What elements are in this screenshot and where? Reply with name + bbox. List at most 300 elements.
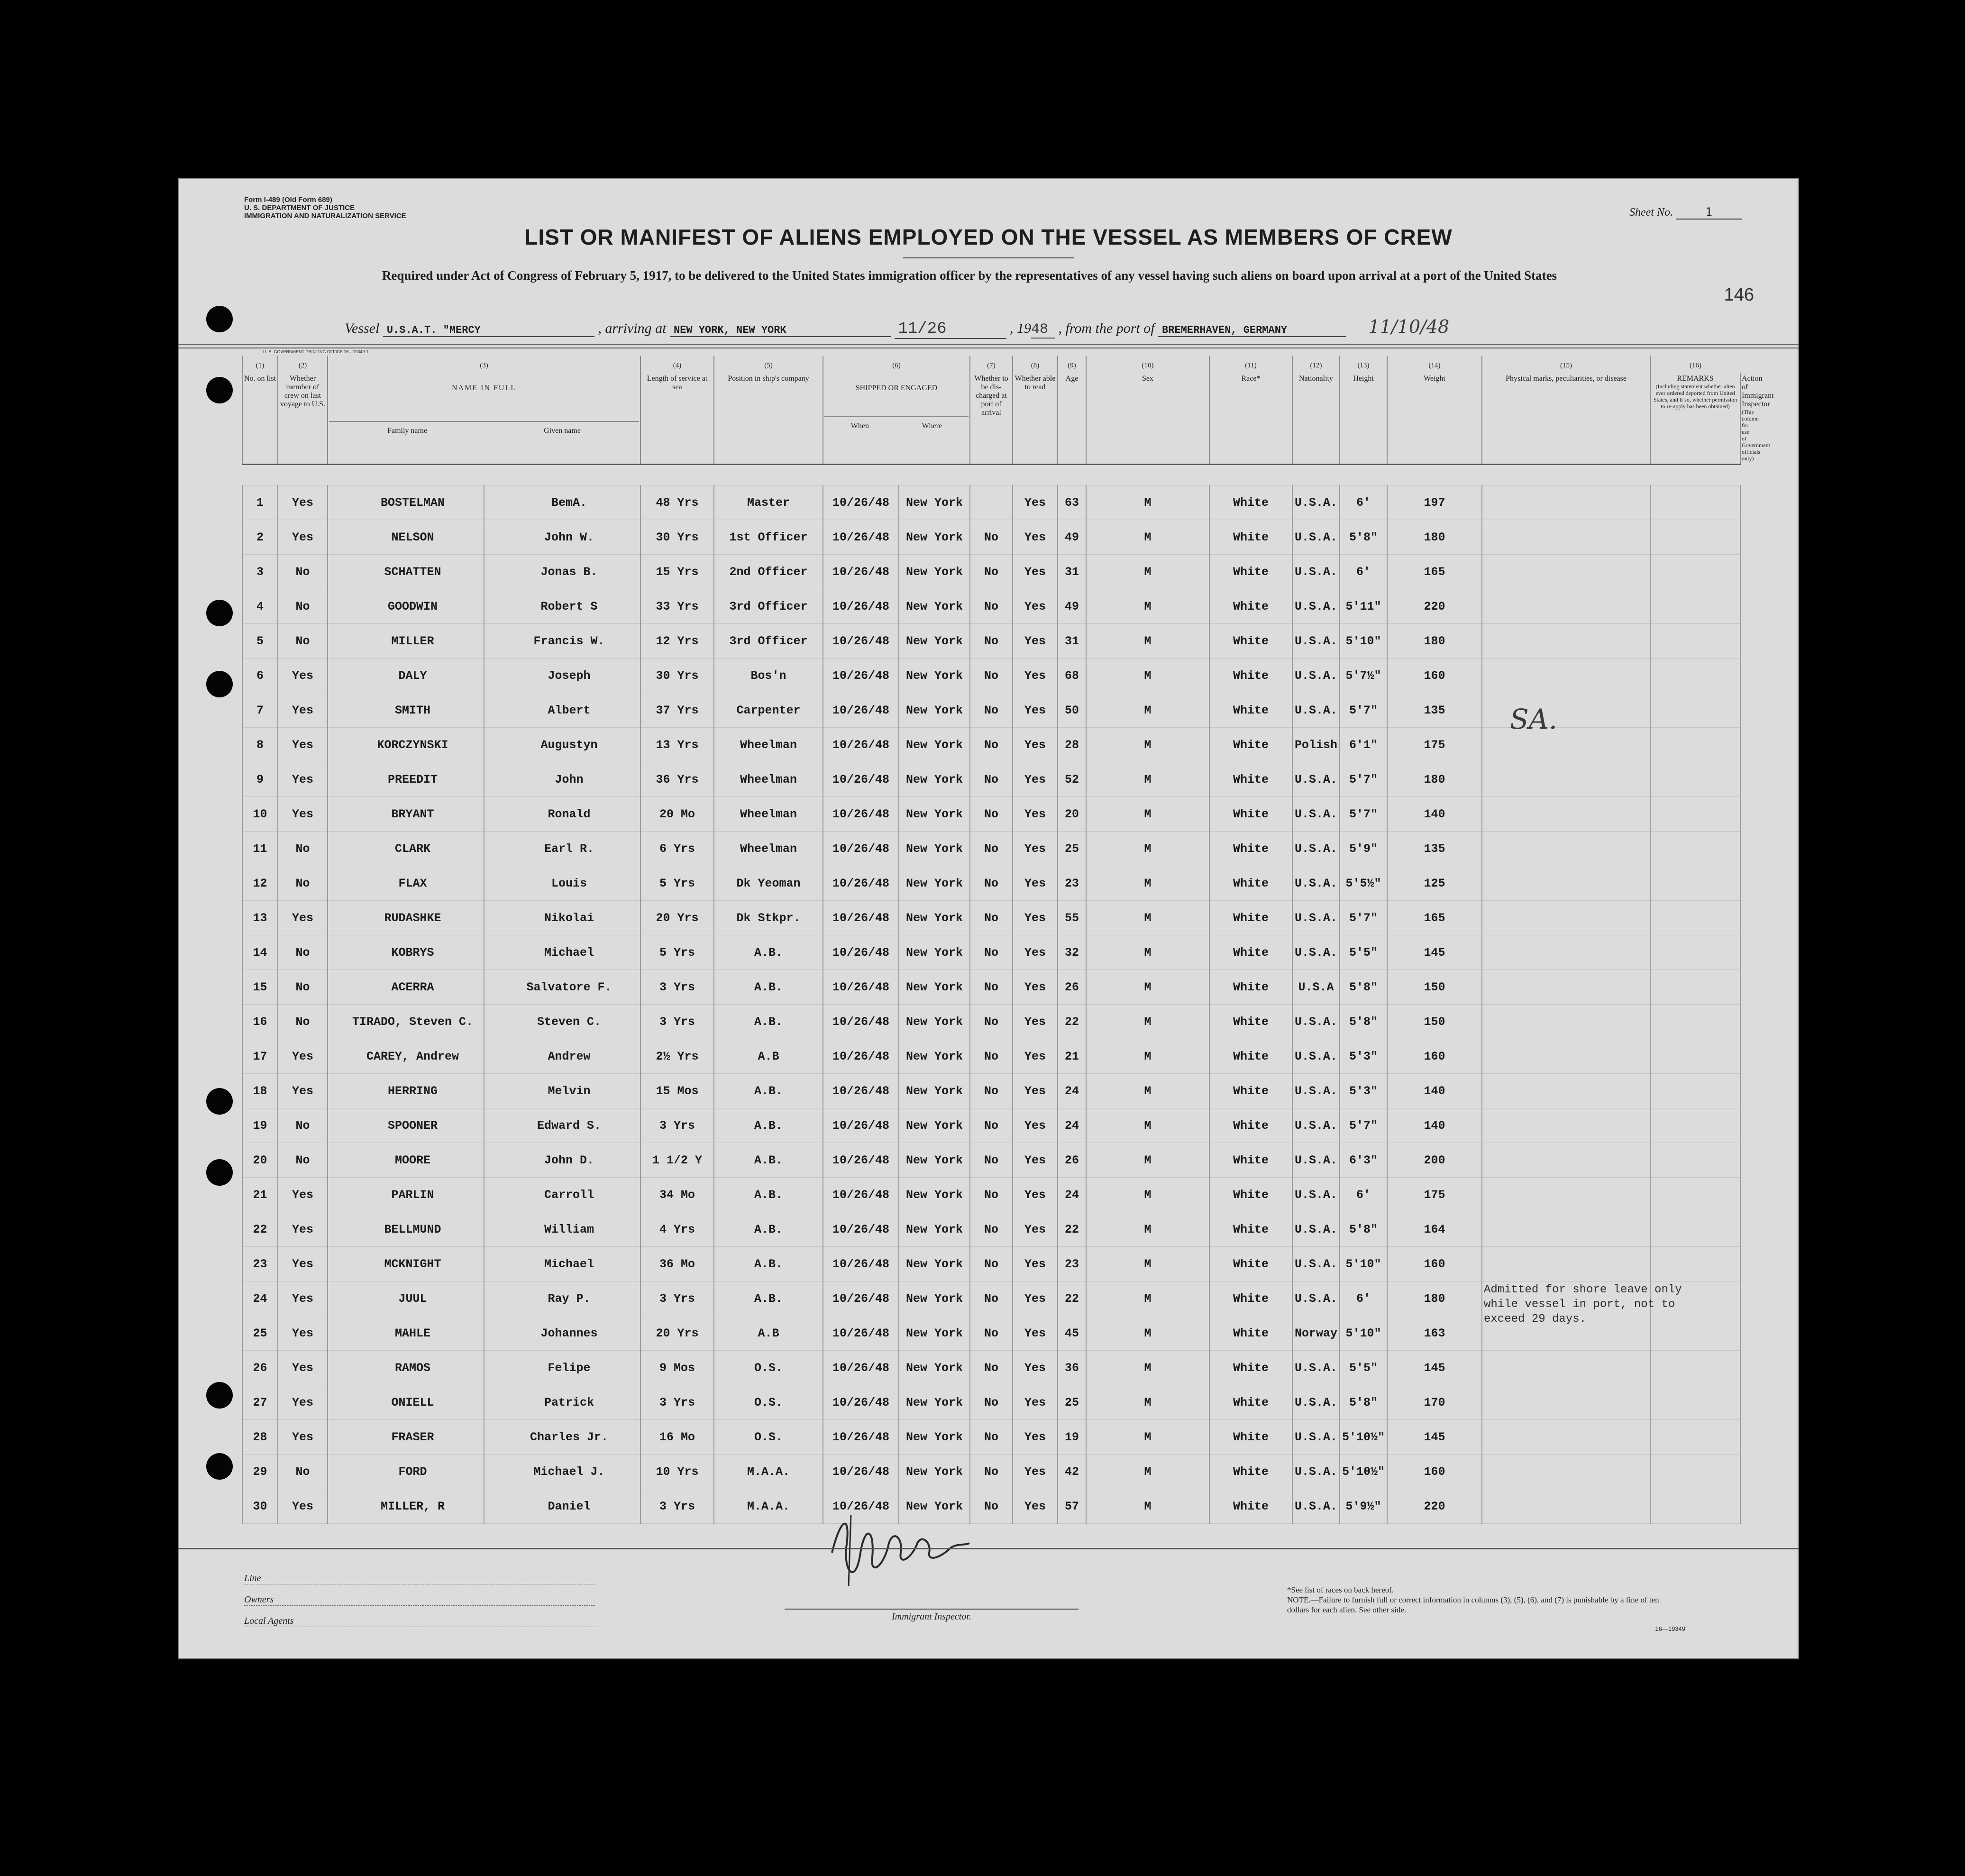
table-row bbox=[242, 1455, 1740, 1489]
nationality-cell: U.S.A. bbox=[1292, 1039, 1340, 1074]
race-cell: White bbox=[1209, 520, 1292, 555]
given-name-cell: John W. bbox=[484, 520, 640, 555]
previous-voyage-cell: Yes bbox=[278, 1351, 328, 1385]
shipped-when-cell: 10/26/48 bbox=[823, 1247, 899, 1281]
row-number-cell: 29 bbox=[242, 1455, 278, 1489]
row-number-cell: 1 bbox=[242, 485, 278, 520]
weight-cell: 220 bbox=[1387, 589, 1482, 624]
to-be-discharged-cell: No bbox=[970, 1316, 1013, 1351]
height-cell: 6'1" bbox=[1340, 728, 1387, 762]
given-name-cell: Jonas B. bbox=[484, 555, 640, 589]
able-to-read-cell: Yes bbox=[1013, 1385, 1058, 1420]
sex-cell: M bbox=[1086, 589, 1209, 624]
race-cell: White bbox=[1209, 485, 1292, 520]
punch-hole bbox=[206, 1088, 233, 1115]
remarks-cell bbox=[1650, 485, 1740, 520]
race-cell: White bbox=[1209, 1039, 1292, 1074]
remarks-cell bbox=[1650, 1212, 1740, 1247]
age-cell: 68 bbox=[1058, 659, 1086, 693]
physical-marks-cell bbox=[1482, 935, 1650, 970]
height-cell: 6' bbox=[1340, 555, 1387, 589]
able-to-read-cell: Yes bbox=[1013, 1039, 1058, 1074]
length-of-service-cell: 15 Mos bbox=[640, 1074, 714, 1108]
column-number: (10) bbox=[1086, 356, 1209, 373]
local-agents-field bbox=[244, 1616, 595, 1627]
handwritten-mark: SA. bbox=[1510, 703, 1558, 735]
arriving-label: , arriving at bbox=[598, 320, 667, 336]
age-cell: 45 bbox=[1058, 1316, 1086, 1351]
able-to-read-cell: Yes bbox=[1013, 624, 1058, 659]
able-to-read-cell: Yes bbox=[1013, 970, 1058, 1005]
shipped-when-cell: 10/26/48 bbox=[823, 1385, 899, 1420]
height-cell: 5'7½" bbox=[1340, 659, 1387, 693]
family-name-cell: BELLMUND bbox=[328, 1212, 484, 1247]
column-header-row: No. on list Whether member of crew on last voyage to U.S. NAME IN FULL Family name Given name Length of service at sea Position in ship's company SHIPPED OR ENGAGED When Where Whether to be dis-charged at port of arrival Whether able to read Age Sex Race* Nationality Height Weight Physical marks, peculiarities, or disease REMARKS (Including statement whether alien ever ordered deported from United States, and if so, whether permission to re-apply has been obtained) Action of Immigrant Inspector (This column for use of Government officials only) bbox=[242, 373, 1740, 465]
race-cell: White bbox=[1209, 1420, 1292, 1455]
race-cell: White bbox=[1209, 728, 1292, 762]
race-cell: White bbox=[1209, 901, 1292, 935]
to-be-discharged-cell: No bbox=[970, 832, 1013, 866]
row-number-cell: 24 bbox=[242, 1281, 278, 1316]
position-cell: A.B. bbox=[714, 1143, 823, 1178]
sex-cell: M bbox=[1086, 1489, 1209, 1524]
physical-marks-cell bbox=[1482, 1178, 1650, 1212]
header-race: Race* bbox=[1209, 373, 1292, 465]
sex-cell: M bbox=[1086, 659, 1209, 693]
row-number-cell: 8 bbox=[242, 728, 278, 762]
sex-cell: M bbox=[1086, 1247, 1209, 1281]
table-row bbox=[242, 832, 1740, 866]
service-name: IMMIGRATION AND NATURALIZATION SERVICE bbox=[244, 212, 406, 220]
previous-voyage-cell: Yes bbox=[278, 1247, 328, 1281]
family-name-cell: DALY bbox=[328, 659, 484, 693]
row-number-cell: 10 bbox=[242, 797, 278, 832]
table-row bbox=[242, 1039, 1740, 1074]
able-to-read-cell: Yes bbox=[1013, 832, 1058, 866]
physical-marks-cell bbox=[1482, 1351, 1650, 1385]
weight-cell: 220 bbox=[1387, 1489, 1482, 1524]
weight-cell: 150 bbox=[1387, 1005, 1482, 1039]
previous-voyage-cell: Yes bbox=[278, 797, 328, 832]
header-sex: Sex bbox=[1086, 373, 1209, 465]
race-cell: White bbox=[1209, 970, 1292, 1005]
family-name-cell: KOBRYS bbox=[328, 935, 484, 970]
weight-cell: 197 bbox=[1387, 485, 1482, 520]
given-name-cell: Carroll bbox=[484, 1178, 640, 1212]
previous-voyage-cell: Yes bbox=[278, 1316, 328, 1351]
age-cell: 24 bbox=[1058, 1108, 1086, 1143]
row-number-cell: 15 bbox=[242, 970, 278, 1005]
weight-cell: 170 bbox=[1387, 1385, 1482, 1420]
sex-cell: M bbox=[1086, 624, 1209, 659]
length-of-service-cell: 34 Mo bbox=[640, 1178, 714, 1212]
position-cell: Carpenter bbox=[714, 693, 823, 728]
previous-voyage-cell: No bbox=[278, 832, 328, 866]
previous-voyage-cell: Yes bbox=[278, 1385, 328, 1420]
family-name-cell: NELSON bbox=[328, 520, 484, 555]
able-to-read-cell: Yes bbox=[1013, 1005, 1058, 1039]
height-cell: 5'8" bbox=[1340, 1385, 1387, 1420]
year-prefix: , 19 bbox=[1010, 320, 1031, 336]
race-cell: White bbox=[1209, 1351, 1292, 1385]
row-number-cell: 13 bbox=[242, 901, 278, 935]
row-number-cell: 30 bbox=[242, 1489, 278, 1524]
length-of-service-cell: 16 Mo bbox=[640, 1420, 714, 1455]
age-cell: 19 bbox=[1058, 1420, 1086, 1455]
row-number-cell: 27 bbox=[242, 1385, 278, 1420]
shipped-when-cell: 10/26/48 bbox=[823, 693, 899, 728]
vessel-name: U.S.A.T. "MERCY bbox=[383, 324, 594, 337]
column-number: (15) bbox=[1482, 356, 1650, 373]
row-number-cell: 11 bbox=[242, 832, 278, 866]
age-cell: 20 bbox=[1058, 797, 1086, 832]
able-to-read-cell: Yes bbox=[1013, 1074, 1058, 1108]
age-cell: 22 bbox=[1058, 1281, 1086, 1316]
position-cell: M.A.A. bbox=[714, 1455, 823, 1489]
physical-marks-cell bbox=[1482, 1039, 1650, 1074]
sex-cell: M bbox=[1086, 1212, 1209, 1247]
physical-marks-cell bbox=[1482, 1108, 1650, 1143]
header-height: Height bbox=[1340, 373, 1387, 465]
position-cell: 2nd Officer bbox=[714, 555, 823, 589]
column-number: (5) bbox=[714, 356, 823, 373]
height-cell: 5'7" bbox=[1340, 693, 1387, 728]
able-to-read-cell: Yes bbox=[1013, 728, 1058, 762]
column-number: (6) bbox=[823, 356, 970, 373]
given-name-cell: Steven C. bbox=[484, 1005, 640, 1039]
able-to-read-cell: Yes bbox=[1013, 1489, 1058, 1524]
given-name-cell: Daniel bbox=[484, 1489, 640, 1524]
nationality-cell: U.S.A bbox=[1292, 970, 1340, 1005]
row-number-cell: 20 bbox=[242, 1143, 278, 1178]
given-name-cell: Robert S bbox=[484, 589, 640, 624]
form-code: 16—19349 bbox=[1655, 1625, 1685, 1632]
remarks-cell bbox=[1650, 1039, 1740, 1074]
position-cell: A.B bbox=[714, 1039, 823, 1074]
vessel-line bbox=[345, 316, 1449, 339]
weight-cell: 180 bbox=[1387, 624, 1482, 659]
nationality-cell: U.S.A. bbox=[1292, 797, 1340, 832]
length-of-service-cell: 20 Yrs bbox=[640, 901, 714, 935]
length-of-service-cell: 3 Yrs bbox=[640, 1108, 714, 1143]
row-number-cell: 3 bbox=[242, 555, 278, 589]
shipped-where-cell: New York bbox=[899, 1108, 970, 1143]
shipped-when-cell: 10/26/48 bbox=[823, 1489, 899, 1524]
age-cell: 28 bbox=[1058, 728, 1086, 762]
given-name-cell: Edward S. bbox=[484, 1108, 640, 1143]
given-name-cell: Salvatore F. bbox=[484, 970, 640, 1005]
to-be-discharged-cell: No bbox=[970, 1420, 1013, 1455]
shipped-where-cell: New York bbox=[899, 589, 970, 624]
row-number-cell: 25 bbox=[242, 1316, 278, 1351]
table-row bbox=[242, 589, 1740, 624]
age-cell: 23 bbox=[1058, 1247, 1086, 1281]
position-cell: A.B. bbox=[714, 1108, 823, 1143]
sheet-number bbox=[1629, 205, 1742, 220]
to-be-discharged-cell: No bbox=[970, 1143, 1013, 1178]
nationality-cell: U.S.A. bbox=[1292, 1143, 1340, 1178]
shipped-where-cell: New York bbox=[899, 1455, 970, 1489]
row-number-cell: 18 bbox=[242, 1074, 278, 1108]
family-name-cell: MILLER, R bbox=[328, 1489, 484, 1524]
family-name-cell: MAHLE bbox=[328, 1316, 484, 1351]
able-to-read-cell: Yes bbox=[1013, 935, 1058, 970]
sex-cell: M bbox=[1086, 1005, 1209, 1039]
shipped-subheaders bbox=[824, 416, 969, 430]
height-cell: 5'8" bbox=[1340, 970, 1387, 1005]
previous-voyage-cell: Yes bbox=[278, 1489, 328, 1524]
physical-marks-cell bbox=[1482, 555, 1650, 589]
family-name-cell: PREEDIT bbox=[328, 762, 484, 797]
given-name-cell: William bbox=[484, 1212, 640, 1247]
family-name-cell: CAREY, Andrew bbox=[328, 1039, 484, 1074]
previous-voyage-cell: Yes bbox=[278, 659, 328, 693]
physical-marks-cell bbox=[1482, 832, 1650, 866]
page-subtitle: Required under Act of Congress of February 5, 1917, to be delivered to the United States immigration officer by the representatives of any vessel having such aliens on board upon arrival at a port of the United States bbox=[382, 268, 1557, 283]
family-name-cell: MOORE bbox=[328, 1143, 484, 1178]
given-name-cell: John D. bbox=[484, 1143, 640, 1178]
punch-hole bbox=[206, 377, 233, 403]
family-name-cell: TIRADO, Steven C. bbox=[328, 1005, 484, 1039]
previous-voyage-cell: Yes bbox=[278, 1420, 328, 1455]
header-nationality: Nationality bbox=[1292, 373, 1340, 465]
given-name-label: Given name bbox=[544, 427, 581, 435]
previous-voyage-cell: Yes bbox=[278, 728, 328, 762]
length-of-service-cell: 2½ Yrs bbox=[640, 1039, 714, 1074]
remarks-cell bbox=[1650, 728, 1740, 762]
weight-cell: 140 bbox=[1387, 1074, 1482, 1108]
remarks-cell bbox=[1650, 1005, 1740, 1039]
age-cell: 49 bbox=[1058, 520, 1086, 555]
table-row bbox=[242, 520, 1740, 555]
punch-hole bbox=[206, 671, 233, 697]
age-cell: 25 bbox=[1058, 1385, 1086, 1420]
column-number: (2) bbox=[278, 356, 328, 373]
race-cell: White bbox=[1209, 797, 1292, 832]
sex-cell: M bbox=[1086, 832, 1209, 866]
age-cell: 26 bbox=[1058, 1143, 1086, 1178]
age-cell: 55 bbox=[1058, 901, 1086, 935]
shipped-where-cell: New York bbox=[899, 485, 970, 520]
page-title: LIST OR MANIFEST OF ALIENS EMPLOYED ON THE VESSEL AS MEMBERS OF CREW bbox=[524, 225, 1453, 249]
physical-marks-cell bbox=[1482, 1005, 1650, 1039]
shipped-when-cell: 10/26/48 bbox=[823, 659, 899, 693]
remarks-cell bbox=[1650, 1074, 1740, 1108]
table-row bbox=[242, 1178, 1740, 1212]
shipped-where-cell: New York bbox=[899, 901, 970, 935]
given-name-cell: Patrick bbox=[484, 1385, 640, 1420]
height-cell: 6' bbox=[1340, 485, 1387, 520]
punch-hole bbox=[206, 600, 233, 626]
previous-voyage-cell: No bbox=[278, 866, 328, 901]
age-cell: 23 bbox=[1058, 866, 1086, 901]
position-cell: Master bbox=[714, 485, 823, 520]
remarks-cell bbox=[1650, 866, 1740, 901]
row-number-cell: 2 bbox=[242, 520, 278, 555]
position-cell: A.B. bbox=[714, 935, 823, 970]
age-cell: 63 bbox=[1058, 485, 1086, 520]
physical-marks-cell bbox=[1482, 1385, 1650, 1420]
shipped-where-cell: New York bbox=[899, 1351, 970, 1385]
nationality-cell: U.S.A. bbox=[1292, 866, 1340, 901]
height-cell: 5'10" bbox=[1340, 1247, 1387, 1281]
nationality-cell: U.S.A. bbox=[1292, 659, 1340, 693]
table-row bbox=[242, 1385, 1740, 1420]
physical-marks-cell bbox=[1482, 866, 1650, 901]
to-be-discharged-cell: No bbox=[970, 1074, 1013, 1108]
physical-marks-cell bbox=[1482, 589, 1650, 624]
shipped-where-cell: New York bbox=[899, 1143, 970, 1178]
shipped-where-cell: New York bbox=[899, 555, 970, 589]
column-number: (11) bbox=[1209, 356, 1292, 373]
shipped-when-cell: 10/26/48 bbox=[823, 970, 899, 1005]
remarks-cell bbox=[1650, 1420, 1740, 1455]
weight-cell: 160 bbox=[1387, 1455, 1482, 1489]
physical-marks-cell bbox=[1482, 728, 1650, 762]
given-name-cell: Nikolai bbox=[484, 901, 640, 935]
table-row bbox=[242, 1143, 1740, 1178]
able-to-read-cell: Yes bbox=[1013, 659, 1058, 693]
family-name-cell: JUUL bbox=[328, 1281, 484, 1316]
able-to-read-cell: Yes bbox=[1013, 1316, 1058, 1351]
row-number-cell: 26 bbox=[242, 1351, 278, 1385]
table-row bbox=[242, 866, 1740, 901]
length-of-service-cell: 3 Yrs bbox=[640, 1385, 714, 1420]
position-cell: A.B. bbox=[714, 1212, 823, 1247]
age-cell: 25 bbox=[1058, 832, 1086, 866]
sex-cell: M bbox=[1086, 935, 1209, 970]
shipped-when-cell: 10/26/48 bbox=[823, 728, 899, 762]
row-number-cell: 12 bbox=[242, 866, 278, 901]
able-to-read-cell: Yes bbox=[1013, 693, 1058, 728]
shipped-where-cell: New York bbox=[899, 1316, 970, 1351]
previous-voyage-cell: No bbox=[278, 1455, 328, 1489]
given-name-cell: BemA. bbox=[484, 485, 640, 520]
nationality-cell: U.S.A. bbox=[1292, 589, 1340, 624]
position-cell: A.B. bbox=[714, 1281, 823, 1316]
position-cell: 3rd Officer bbox=[714, 624, 823, 659]
height-cell: 6'3" bbox=[1340, 1143, 1387, 1178]
punch-hole bbox=[206, 1453, 233, 1480]
race-cell: White bbox=[1209, 555, 1292, 589]
row-number-cell: 4 bbox=[242, 589, 278, 624]
able-to-read-cell: Yes bbox=[1013, 1281, 1058, 1316]
able-to-read-cell: Yes bbox=[1013, 589, 1058, 624]
column-number: (7) bbox=[970, 356, 1013, 373]
shipped-when-cell: 10/26/48 bbox=[823, 1074, 899, 1108]
previous-voyage-cell: No bbox=[278, 935, 328, 970]
nationality-cell: U.S.A. bbox=[1292, 901, 1340, 935]
nationality-cell: U.S.A. bbox=[1292, 1108, 1340, 1143]
previous-voyage-cell: No bbox=[278, 1005, 328, 1039]
height-cell: 5'10½" bbox=[1340, 1455, 1387, 1489]
height-cell: 5'10" bbox=[1340, 1316, 1387, 1351]
physical-marks-cell bbox=[1482, 485, 1650, 520]
race-cell: White bbox=[1209, 762, 1292, 797]
shipped-where-cell: New York bbox=[899, 1489, 970, 1524]
position-cell: O.S. bbox=[714, 1385, 823, 1420]
remarks-cell bbox=[1650, 1385, 1740, 1420]
row-number-cell: 14 bbox=[242, 935, 278, 970]
physical-marks-cell bbox=[1482, 762, 1650, 797]
nationality-cell: U.S.A. bbox=[1292, 935, 1340, 970]
to-be-discharged-cell: No bbox=[970, 1039, 1013, 1074]
race-cell: White bbox=[1209, 1385, 1292, 1420]
department-name: U. S. DEPARTMENT OF JUSTICE bbox=[244, 204, 355, 212]
remarks-cell bbox=[1650, 832, 1740, 866]
sex-cell: M bbox=[1086, 1281, 1209, 1316]
manifest-footer bbox=[178, 1548, 1799, 1661]
remarks-label: REMARKS bbox=[1677, 375, 1714, 383]
remarks-cell bbox=[1650, 659, 1740, 693]
remarks-cell bbox=[1650, 1351, 1740, 1385]
header-name-in-full bbox=[328, 373, 640, 465]
able-to-read-cell: Yes bbox=[1013, 1420, 1058, 1455]
shipped-where-cell: New York bbox=[899, 970, 970, 1005]
table-row bbox=[242, 1108, 1740, 1143]
sex-cell: M bbox=[1086, 1316, 1209, 1351]
sex-cell: M bbox=[1086, 1039, 1209, 1074]
crew-rows bbox=[242, 465, 1740, 1524]
shipped-when-cell: 10/26/48 bbox=[823, 1143, 899, 1178]
weight-cell: 165 bbox=[1387, 555, 1482, 589]
nationality-cell: U.S.A. bbox=[1292, 1489, 1340, 1524]
age-cell: 22 bbox=[1058, 1005, 1086, 1039]
weight-cell: 200 bbox=[1387, 1143, 1482, 1178]
table-row bbox=[242, 1212, 1740, 1247]
length-of-service-cell: 36 Mo bbox=[640, 1247, 714, 1281]
age-cell: 42 bbox=[1058, 1455, 1086, 1489]
race-cell: White bbox=[1209, 1108, 1292, 1143]
penalty-note: NOTE.—Failure to furnish full or correct information in columns (3), (5), (6), and (7) is punishable by a fine of ten dollars for each alien. See other side. bbox=[1287, 1595, 1659, 1614]
height-cell: 5'3" bbox=[1340, 1039, 1387, 1074]
sex-cell: M bbox=[1086, 485, 1209, 520]
manifest-sheet bbox=[178, 178, 1799, 1659]
stamped-page-number: 146 bbox=[1724, 285, 1754, 305]
nationality-cell: U.S.A. bbox=[1292, 832, 1340, 866]
to-be-discharged-cell: No bbox=[970, 970, 1013, 1005]
height-cell: 6' bbox=[1340, 1178, 1387, 1212]
nationality-cell: U.S.A. bbox=[1292, 624, 1340, 659]
given-name-cell: Michael J. bbox=[484, 1455, 640, 1489]
family-name-cell: KORCZYNSKI bbox=[328, 728, 484, 762]
to-be-discharged-cell: No bbox=[970, 659, 1013, 693]
shipped-when-cell: 10/26/48 bbox=[823, 1178, 899, 1212]
header-length-of-service: Length of service at sea bbox=[640, 373, 714, 465]
owners-field bbox=[244, 1594, 595, 1606]
nationality-cell: U.S.A. bbox=[1292, 1178, 1340, 1212]
nationality-cell: Norway bbox=[1292, 1316, 1340, 1351]
position-cell: O.S. bbox=[714, 1420, 823, 1455]
physical-marks-cell bbox=[1482, 693, 1650, 728]
family-name-cell: FRASER bbox=[328, 1420, 484, 1455]
form-number: Form I-489 (Old Form 689) bbox=[244, 196, 332, 204]
family-name-cell: GOODWIN bbox=[328, 589, 484, 624]
owners-label: Owners bbox=[244, 1594, 274, 1605]
table-row bbox=[242, 970, 1740, 1005]
shipped-when-cell: 10/26/48 bbox=[823, 762, 899, 797]
previous-voyage-cell: No bbox=[278, 555, 328, 589]
shipped-where-cell: New York bbox=[899, 1039, 970, 1074]
height-cell: 5'8" bbox=[1340, 520, 1387, 555]
row-number-cell: 16 bbox=[242, 1005, 278, 1039]
length-of-service-cell: 37 Yrs bbox=[640, 693, 714, 728]
remarks-cell bbox=[1650, 970, 1740, 1005]
sex-cell: M bbox=[1086, 1178, 1209, 1212]
previous-voyage-cell: Yes bbox=[278, 520, 328, 555]
weight-cell: 140 bbox=[1387, 1108, 1482, 1143]
able-to-read-cell: Yes bbox=[1013, 1351, 1058, 1385]
